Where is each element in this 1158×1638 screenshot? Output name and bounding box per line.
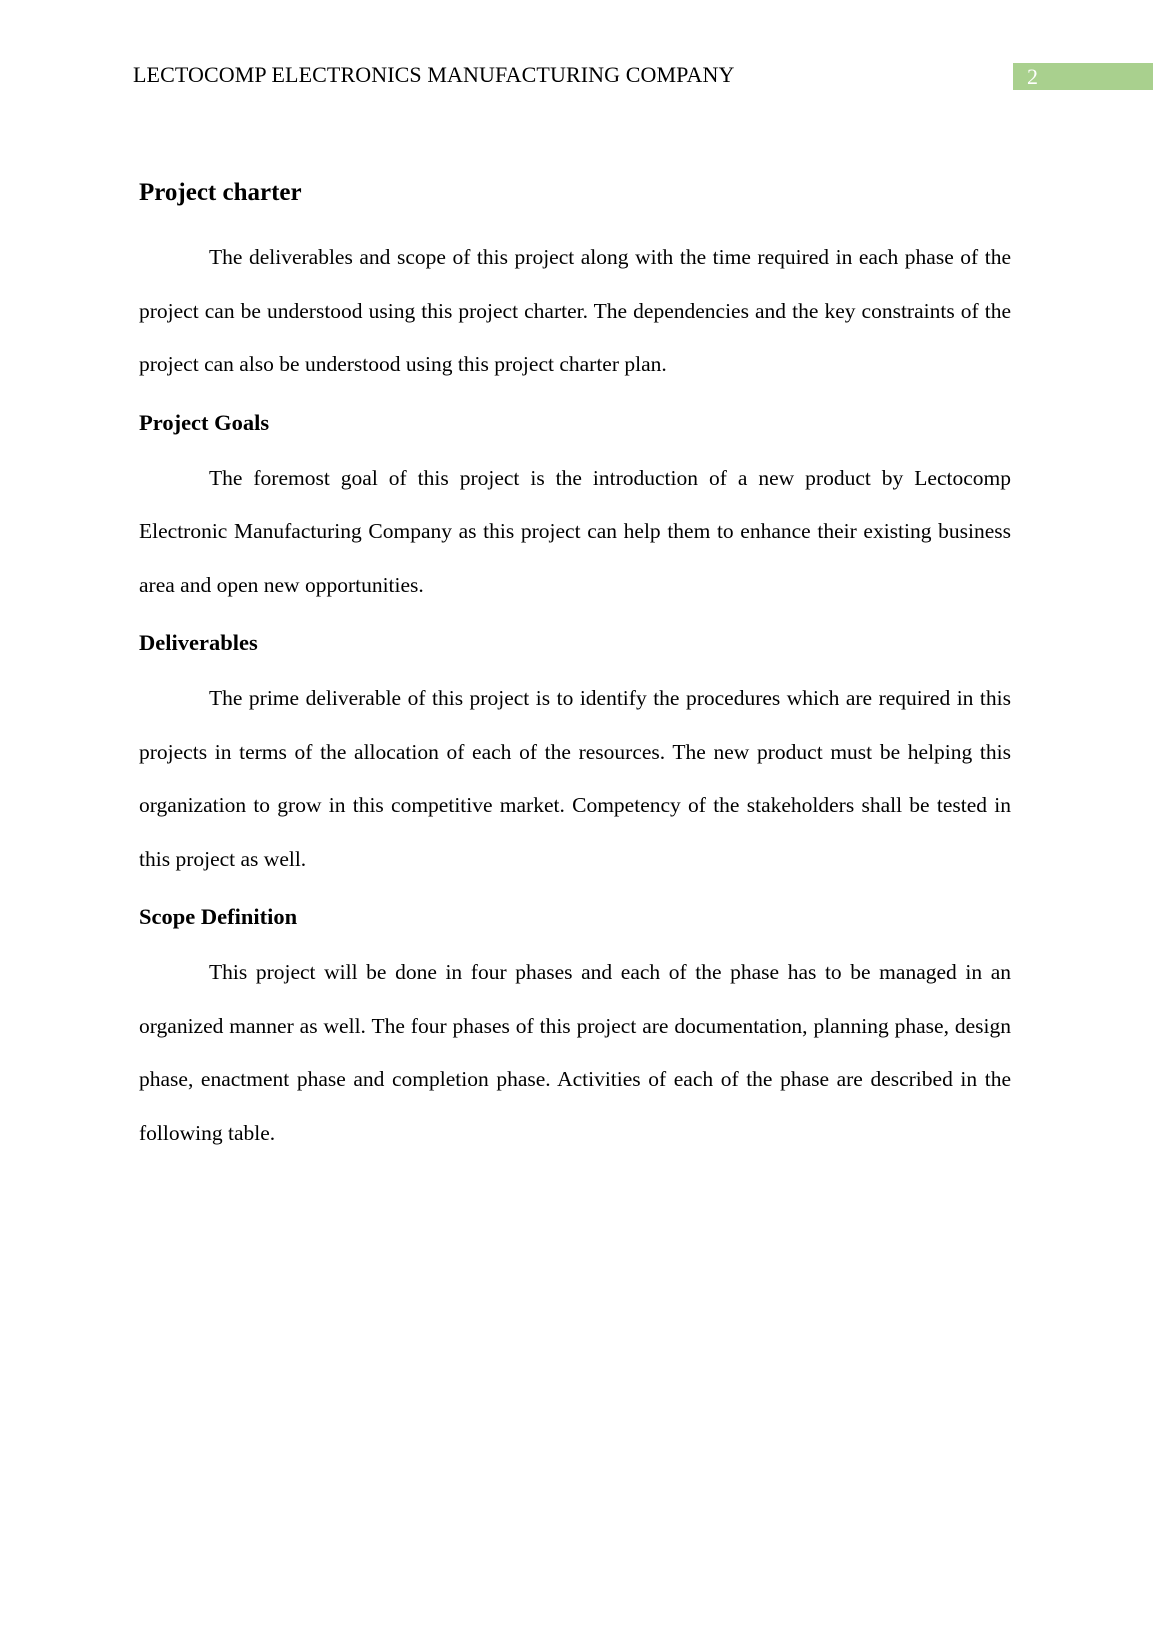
project-charter-paragraph: The deliverables and scope of this project along with the time required in each phase of the project can be understood using this project charter. The dependencies and the key constraints of the project can also be understood using this project charter plan. <box>139 245 1011 376</box>
document-body <box>139 172 1011 1160</box>
page-number: 2 <box>1013 63 1153 90</box>
running-header: LECTOCOMP ELECTRONICS MANUFACTURING COMPANY <box>133 62 735 87</box>
project-charter-heading: Project charter <box>139 179 302 206</box>
scope-definition-paragraph: This project will be done in four phases and each of the phase has to be managed in an organized manner as well. The four phases of this project are documentation, planning phase, design phase, enactment phase and completion phase. Activities of each of the phase are described in the following table. <box>139 960 1011 1145</box>
project-goals-paragraph: The foremost goal of this project is the introduction of a new product by Lectocomp Electronic Manufacturing Company as this project can help them to enhance their existing business area and open new opportunities. <box>139 465 1011 597</box>
project-goals-heading: Project Goals <box>139 409 270 435</box>
scope-definition-heading: Scope Definition <box>139 904 298 929</box>
deliverables-paragraph: The prime deliverable of this project is to identify the procedures which are required in this projects in terms of the allocation of each of the resources. The new product must be helping this organization to grow in this competitive market. Competency of the stakeholders shall be tested in this project as well. <box>139 686 1011 871</box>
deliverables-heading: Deliverables <box>139 630 258 655</box>
